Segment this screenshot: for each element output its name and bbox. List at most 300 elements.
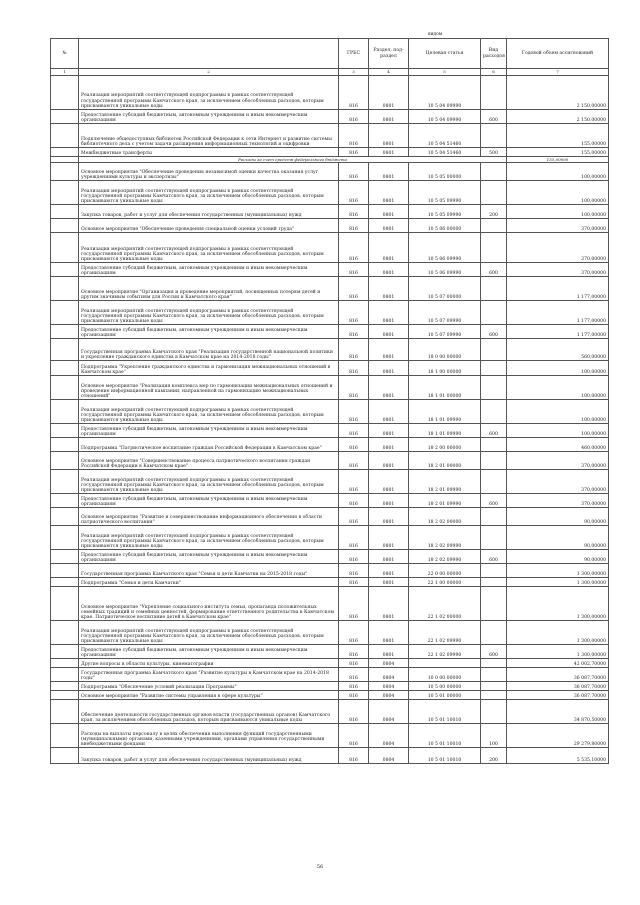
razdel-cell: 0801	[369, 301, 409, 325]
table-row	[51, 277, 609, 301]
name-cell: Подпрограмма "Патриотическое воспитание граждан Российской Федерации в Камчатском крае"	[79, 438, 339, 452]
grbs-cell: 816	[339, 564, 369, 578]
target-cell: 18 0 00 00000	[409, 339, 481, 361]
target-cell: 18 1 01 09990	[409, 424, 481, 438]
num-cell	[51, 470, 79, 494]
table-header	[51, 39, 609, 69]
index-cell: 4	[369, 69, 409, 76]
razdel-cell: 0801	[369, 508, 409, 526]
target-cell: 10 5 06 09990	[409, 233, 481, 263]
sum-cell: 36 087,70000	[507, 691, 609, 700]
vid-cell: 200	[481, 205, 507, 219]
target-cell: 18 2 01 09990	[409, 470, 481, 494]
name-cell: Реализация мероприятий соответствующей подпрограммы в рамках соответствующей государственной программы Камчатского края, за исключением обособленных расходов, которым присваиваются уникальные коды	[79, 470, 339, 494]
name-cell: Реализация мероприятий соответствующей подпрограммы в рамках соответствующей государственной программы Камчатского края, за исключением обособленных расходов, которым присваиваются уникальные коды	[79, 400, 339, 424]
target-cell: 18 1 00 00000	[409, 361, 481, 376]
vid-cell	[481, 470, 507, 494]
table-row	[51, 470, 609, 494]
target-cell: 18 2 01 00000	[409, 452, 481, 470]
vid-cell	[481, 163, 507, 181]
vid-cell	[481, 181, 507, 205]
num-cell	[51, 76, 79, 110]
razdel-cell: 0801	[369, 470, 409, 494]
razdel-cell: 0801	[369, 452, 409, 470]
razdel-cell: 0804	[369, 682, 409, 691]
table-row	[51, 508, 609, 526]
table-row	[51, 376, 609, 400]
num-cell	[51, 452, 79, 470]
name-cell: Расходы на выплаты персоналу в целях обеспечения выполнения функций государственными (муниципальными) органами, казенными учреждениями, органами управления государственными внебюджетными фондами	[79, 724, 339, 748]
grbs-cell: 816	[339, 578, 369, 587]
name-cell: Обеспечение деятельности государственных органов власти (государственных органов) Камчатского края, за исключением обособленных расходов, которым присваиваются уникальные коды	[79, 700, 339, 724]
index-cell: 5	[409, 69, 481, 76]
num-cell	[51, 587, 79, 621]
target-cell: 10 5 04 09990	[409, 110, 481, 124]
num-cell	[51, 163, 79, 181]
grbs-cell: 816	[339, 494, 369, 508]
sum-cell: 36 087,70000	[507, 682, 609, 691]
target-cell: 10 5 05 09990	[409, 181, 481, 205]
table-row	[51, 181, 609, 205]
grbs-cell: 816	[339, 400, 369, 424]
sum-cell: 155,00000	[507, 124, 609, 148]
razdel-cell: 0801	[369, 645, 409, 659]
razdel-cell: 0801	[369, 181, 409, 205]
vid-cell	[481, 700, 507, 724]
name-cell: Реализация мероприятий соответствующей подпрограммы в рамках соответствующей государственной программы Камчатского края, за исключением обособленных расходов, которым присваиваются уникальные коды	[79, 301, 339, 325]
name-cell: Предоставление субсидий бюджетным, автономным учреждениям и иным некоммерческим организациям	[79, 424, 339, 438]
vid-cell: 600	[481, 325, 507, 339]
grbs-cell: 816	[339, 691, 369, 700]
sum-cell: 1 177,00000	[507, 301, 609, 325]
name-cell: Подключение общедоступных библиотек Российской Федерации к сети Интернет и развитие системы библиотечного дела с учетом задачи расширения информационных технологий и оцифровки	[79, 124, 339, 148]
sum-cell: 370,00000	[507, 452, 609, 470]
num-cell	[51, 219, 79, 233]
num-cell	[51, 301, 79, 325]
sum-cell: 100,00000	[507, 376, 609, 400]
name-cell: Основное мероприятие "Развитие и совершенствование информационного обеспечения в области патриотического воспитания"	[79, 508, 339, 526]
num-cell	[51, 550, 79, 564]
target-cell: 10 5 01 00000	[409, 691, 481, 700]
vid-cell	[481, 301, 507, 325]
name-cell: Государственная программа Камчатского края "Семья и дети Камчатки на 2015-2018 годы"	[79, 564, 339, 578]
table-row	[51, 682, 609, 691]
col-target: Целевая статья	[409, 39, 481, 69]
grbs-cell: 816	[339, 668, 369, 682]
sum-cell: 1 177,00000	[507, 325, 609, 339]
sum-cell: 1 177,00000	[507, 277, 609, 301]
sum-cell: 5 535,10000	[507, 748, 609, 764]
target-cell: 10 0 00 00000	[409, 668, 481, 682]
target-cell: 10 5 00 00000	[409, 682, 481, 691]
table-row	[51, 301, 609, 325]
table-row	[51, 110, 609, 124]
vid-cell: 600	[481, 263, 507, 277]
target-cell: 18 2 02 09990	[409, 526, 481, 550]
table-row	[51, 325, 609, 339]
sum-cell: 90,00000	[507, 508, 609, 526]
vid-cell	[481, 400, 507, 424]
table-row	[51, 564, 609, 578]
sum-cell: 100,00000	[507, 424, 609, 438]
name-cell: Предоставление субсидий бюджетным, автономным учреждениям и иным некоммерческим организациям	[79, 494, 339, 508]
grbs-cell: 816	[339, 339, 369, 361]
razdel-cell: 0804	[369, 724, 409, 748]
target-cell: 10 5 07 09990	[409, 301, 481, 325]
col-name	[79, 39, 339, 69]
target-cell: 10 5 01 10010	[409, 724, 481, 748]
table-row	[51, 621, 609, 645]
vid-cell	[481, 219, 507, 233]
num-cell	[51, 668, 79, 682]
table-row	[51, 76, 609, 110]
table-row	[51, 148, 609, 157]
table-row	[51, 526, 609, 550]
table-row	[51, 361, 609, 376]
table-row	[51, 550, 609, 564]
vid-cell	[481, 438, 507, 452]
index-cell: 6	[481, 69, 507, 76]
table-row	[51, 645, 609, 659]
num-cell	[51, 682, 79, 691]
target-cell: 10 5 04 51460	[409, 124, 481, 148]
razdel-cell: 0804	[369, 668, 409, 682]
target-cell: 10 5 07 09990	[409, 325, 481, 339]
grbs-cell: 816	[339, 438, 369, 452]
sum-cell: 90,00000	[507, 550, 609, 564]
razdel-cell: 0801	[369, 564, 409, 578]
target-cell: 10 5 06 00000	[409, 219, 481, 233]
vid-cell	[481, 659, 507, 668]
sum-cell: 100,00000	[507, 400, 609, 424]
razdel-cell: 0801	[369, 438, 409, 452]
table-row	[51, 452, 609, 470]
table-row	[51, 233, 609, 263]
num-cell	[51, 494, 79, 508]
table-body	[51, 76, 609, 764]
sum-cell: 370,00000	[507, 494, 609, 508]
num-cell	[51, 508, 79, 526]
num-cell	[51, 361, 79, 376]
target-cell: 22 0 00 00000	[409, 564, 481, 578]
table-row	[51, 438, 609, 452]
razdel-cell: 0804	[369, 700, 409, 724]
name-cell: Другие вопросы в области культуры, кинематографии	[79, 659, 339, 668]
sum-cell: 155,00000	[507, 157, 609, 163]
razdel-cell: 0801	[369, 277, 409, 301]
vid-cell	[481, 578, 507, 587]
num-cell	[51, 376, 79, 400]
num-cell	[51, 205, 79, 219]
vid-cell	[481, 361, 507, 376]
target-cell: 22 1 00 00000	[409, 578, 481, 587]
grbs-cell: 816	[339, 376, 369, 400]
grbs-cell: 816	[339, 233, 369, 263]
name-cell: Государственная программа Камчатского края "Развитие культуры в Камчатском крае на 2014-2018 годы"	[79, 668, 339, 682]
sum-cell: 1 300,00000	[507, 564, 609, 578]
col-vid: Вид расходов	[481, 39, 507, 69]
sum-cell: 370,00000	[507, 470, 609, 494]
num-cell	[51, 263, 79, 277]
sum-cell: 100,00000	[507, 205, 609, 219]
table-row	[51, 400, 609, 424]
razdel-cell: 0801	[369, 621, 409, 645]
razdel-cell: 0801	[369, 578, 409, 587]
sum-cell: 100,00000	[507, 181, 609, 205]
sum-cell: 370,00000	[507, 219, 609, 233]
vid-cell	[481, 587, 507, 621]
document-page	[50, 32, 608, 764]
num-cell	[51, 325, 79, 339]
vid-cell: 100	[481, 724, 507, 748]
name-cell: Основное мероприятие "Обеспечение проведения специальной оценки условий труда"	[79, 219, 339, 233]
grbs-cell: 816	[339, 700, 369, 724]
target-cell: 10 5 06 09990	[409, 263, 481, 277]
razdel-cell: 0801	[369, 361, 409, 376]
target-cell: 10 5 01 10010	[409, 748, 481, 764]
sum-cell: 1 300,00000	[507, 578, 609, 587]
name-cell: Реализация мероприятий соответствующей подпрограммы в рамках соответствующей государственной программы Камчатского края, за исключением обособленных расходов, которым присваиваются уникальные коды	[79, 233, 339, 263]
target-cell: 18 1 01 00000	[409, 376, 481, 400]
index-cell: 2	[79, 69, 339, 76]
sum-cell: 1 300,00000	[507, 621, 609, 645]
index-cell: 7	[507, 69, 609, 76]
table-row	[51, 424, 609, 438]
table-row	[51, 124, 609, 148]
table-row	[51, 668, 609, 682]
num-cell	[51, 621, 79, 645]
name-cell: Основное мероприятие "Развитие системы управления в сфере культуры"	[79, 691, 339, 700]
grbs-cell: 816	[339, 263, 369, 277]
razdel-cell: 0801	[369, 110, 409, 124]
grbs-cell: 816	[339, 724, 369, 748]
grbs-cell: 816	[339, 277, 369, 301]
razdel-cell: 0801	[369, 424, 409, 438]
col-num: №	[51, 39, 79, 69]
sum-cell: 90,00000	[507, 526, 609, 550]
vid-cell: 600	[481, 645, 507, 659]
name-cell: Подпрограмма "Семья и дети Камчатки"	[79, 578, 339, 587]
grbs-cell: 816	[339, 181, 369, 205]
grbs-cell: 816	[339, 550, 369, 564]
sum-cell: 100,00000	[507, 163, 609, 181]
sum-cell: 36 087,70000	[507, 668, 609, 682]
grbs-cell: 816	[339, 748, 369, 764]
table-row	[51, 748, 609, 764]
vid-cell: 600	[481, 110, 507, 124]
razdel-cell: 0804	[369, 659, 409, 668]
name-cell: Реализация мероприятий соответствующей подпрограммы в рамках соответствующей государственной программы Камчатского края, за исключением обособленных расходов, которым присваиваются уникальные коды	[79, 181, 339, 205]
vid-cell	[481, 339, 507, 361]
col-sum: Годовой объем ассигнований	[507, 39, 609, 69]
grbs-cell: 816	[339, 587, 369, 621]
col-grbs: ГРБС	[339, 39, 369, 69]
col-razdel: Раздел, под-раздел	[369, 39, 409, 69]
grbs-cell: 816	[339, 682, 369, 691]
name-cell: Основное мероприятие "Обеспечение проведения независимой оценки качества оказания услуг учреждениями культуры и экспертизы"	[79, 163, 339, 181]
target-cell: 10 5 01 10010	[409, 700, 481, 724]
num-cell	[51, 148, 79, 157]
razdel-cell: 0801	[369, 339, 409, 361]
razdel-cell: 0801	[369, 219, 409, 233]
grbs-cell: 816	[339, 325, 369, 339]
name-cell: Межбюджетные трансферты	[79, 148, 339, 157]
sum-cell: 370,00000	[507, 263, 609, 277]
razdel-cell: 0801	[369, 376, 409, 400]
grbs-cell: 816	[339, 452, 369, 470]
target-cell: 10 5 04 09990	[409, 76, 481, 110]
sum-cell: 460,00000	[507, 438, 609, 452]
page-number: 56	[316, 864, 324, 870]
razdel-cell: 0804	[369, 691, 409, 700]
num-cell	[51, 424, 79, 438]
name-cell: Реализация мероприятий соответствующей подпрограммы в рамках соответствующей государственной программы Камчатского края, за исключением обособленных расходов, которым присваиваются уникальные коды	[79, 621, 339, 645]
name-cell: Основное мероприятие "Организация и проведение мероприятий, посвященных потерям детей и другим значимым событиям для России и Камчатского края"	[79, 277, 339, 301]
target-cell: 18 2 02 00000	[409, 508, 481, 526]
target-cell: 18 2 00 00000	[409, 438, 481, 452]
num-cell	[51, 700, 79, 724]
grbs-cell: 816	[339, 526, 369, 550]
name-cell: Предоставление субсидий бюджетным, автономным учреждениям и иным некоммерческим организациям	[79, 263, 339, 277]
vid-cell	[481, 526, 507, 550]
grbs-cell: 816	[339, 424, 369, 438]
target-cell: 22 1 02 00000	[409, 587, 481, 621]
vid-cell: 200	[481, 748, 507, 764]
grbs-cell: 816	[339, 163, 369, 181]
num-cell	[51, 233, 79, 263]
num-cell	[51, 659, 79, 668]
name-cell: Предоставление субсидий бюджетным, автономным учреждениям и иным некоммерческим организациям	[79, 645, 339, 659]
razdel-cell: 0801	[369, 148, 409, 157]
target-cell: 10 5 04 51460	[409, 148, 481, 157]
num-cell	[51, 110, 79, 124]
sum-cell: 370,00000	[507, 233, 609, 263]
grbs-cell: 816	[339, 361, 369, 376]
razdel-cell: 0801	[369, 76, 409, 110]
vid-cell	[481, 621, 507, 645]
grbs-cell: 816	[339, 645, 369, 659]
vid-cell	[481, 508, 507, 526]
razdel-cell: 0801	[369, 494, 409, 508]
budget-table	[50, 38, 609, 764]
grbs-cell: 816	[339, 110, 369, 124]
razdel-cell: 0801	[369, 550, 409, 564]
table-row	[51, 219, 609, 233]
vid-cell	[481, 124, 507, 148]
sum-cell: 100,00000	[507, 361, 609, 376]
grbs-cell: 816	[339, 124, 369, 148]
vid-cell	[481, 668, 507, 682]
razdel-cell: 0801	[369, 205, 409, 219]
num-cell	[51, 339, 79, 361]
vid-cell	[481, 452, 507, 470]
name-cell: Реализация мероприятий соответствующей подпрограммы в рамках соответствующей государственной программы Камчатского края, за исключением обособленных расходов, которым присваиваются уникальные коды	[79, 526, 339, 550]
num-cell	[51, 124, 79, 148]
target-cell: 18 2 02 09990	[409, 550, 481, 564]
index-cell: 3	[339, 69, 369, 76]
razdel-cell: 0801	[369, 233, 409, 263]
vid-cell: 500	[481, 148, 507, 157]
sum-cell: 29 279,80000	[507, 724, 609, 748]
razdel-cell: 0801	[369, 124, 409, 148]
grbs-cell: 816	[339, 148, 369, 157]
grbs-cell: 816	[339, 659, 369, 668]
note-cell: Расходы за счет средств федерального бюджета	[79, 157, 507, 163]
num-cell	[51, 724, 79, 748]
table-row	[51, 339, 609, 361]
vid-cell	[481, 233, 507, 263]
num-cell	[51, 277, 79, 301]
target-cell: 18 1 01 09990	[409, 400, 481, 424]
table-row	[51, 700, 609, 724]
target-cell: 10 5 05 00000	[409, 163, 481, 181]
table-row	[51, 691, 609, 700]
grbs-cell: 816	[339, 219, 369, 233]
grbs-cell: 816	[339, 76, 369, 110]
sum-cell: 155,00000	[507, 148, 609, 157]
target-cell: 22 1 02 09990	[409, 645, 481, 659]
index-row	[51, 69, 609, 76]
target-cell: 22 1 02 09990	[409, 621, 481, 645]
sum-cell: 34 870,50000	[507, 700, 609, 724]
num-cell	[51, 181, 79, 205]
sum-cell: 2 150,00000	[507, 110, 609, 124]
razdel-cell: 0801	[369, 587, 409, 621]
num-cell	[51, 691, 79, 700]
razdel-cell: 0801	[369, 325, 409, 339]
name-cell: Предоставление субсидий бюджетным, автономным учреждениям и иным некоммерческим организациям	[79, 325, 339, 339]
name-cell: Закупка товаров, работ и услуг для обеспечения государственных (муниципальных) нужд	[79, 205, 339, 219]
target-cell: 10 5 07 00000	[409, 277, 481, 301]
sum-cell: 42 002,70000	[507, 659, 609, 668]
table-row	[51, 724, 609, 748]
vid-cell: 600	[481, 424, 507, 438]
vid-cell	[481, 277, 507, 301]
target-cell: 10 5 05 09990	[409, 205, 481, 219]
num-cell	[51, 578, 79, 587]
grbs-cell: 816	[339, 508, 369, 526]
name-cell: Реализация мероприятий соответствующей подпрограммы в рамках соответствующей государственной программы Камчатского края, за исключением обособленных расходов, которым присваиваются уникальные коды	[79, 76, 339, 110]
razdel-cell: 0801	[369, 400, 409, 424]
vid-cell	[481, 682, 507, 691]
table-row	[51, 578, 609, 587]
num-cell	[51, 400, 79, 424]
table-row	[51, 494, 609, 508]
name-cell: Подпрограмма "Укрепление гражданского единства и гармонизация межнациональных отношений в Камчатском крае"	[79, 361, 339, 376]
razdel-cell: 0801	[369, 163, 409, 181]
name-cell: Предоставление субсидий бюджетным, автономным учреждениям и иным некоммерческим организациям	[79, 110, 339, 124]
table-row	[51, 205, 609, 219]
name-cell: Предоставление субсидий бюджетным, автономным учреждениям и иным некоммерческим организациям	[79, 550, 339, 564]
sum-cell: 2 150,00000	[507, 76, 609, 110]
grbs-cell: 816	[339, 470, 369, 494]
index-cell: 1	[51, 69, 79, 76]
header-note-text: видом	[428, 32, 443, 37]
name-cell: Закупка товаров, работ и услуг для обеспечения государственных (муниципальных) нужд	[79, 748, 339, 764]
name-cell: Основное мероприятие "Совершенствование процесса патриотического воспитания граждан Российской Федерации в Камчатском крае"	[79, 452, 339, 470]
grbs-cell: 816	[339, 205, 369, 219]
num-cell	[51, 748, 79, 764]
vid-cell: 600	[481, 494, 507, 508]
sum-cell: 1 300,00000	[507, 645, 609, 659]
num-cell	[51, 438, 79, 452]
table-row	[51, 659, 609, 668]
name-cell: Государственная программа Камчатского края "Реализация государственной национальной политики и укрепление гражданского единства в Камчатском крае на 2014-2018 годы"	[79, 339, 339, 361]
vid-cell	[481, 76, 507, 110]
razdel-cell: 0801	[369, 526, 409, 550]
name-cell: Основное мероприятие "Укрепление социального института семьи, пропаганда положительных семейных традиций и семейных ценностей, формирование ответственного родительства в Камчатском крае. Патриотическое воспитание детей в Камчатском крае"	[79, 587, 339, 621]
grbs-cell: 816	[339, 621, 369, 645]
